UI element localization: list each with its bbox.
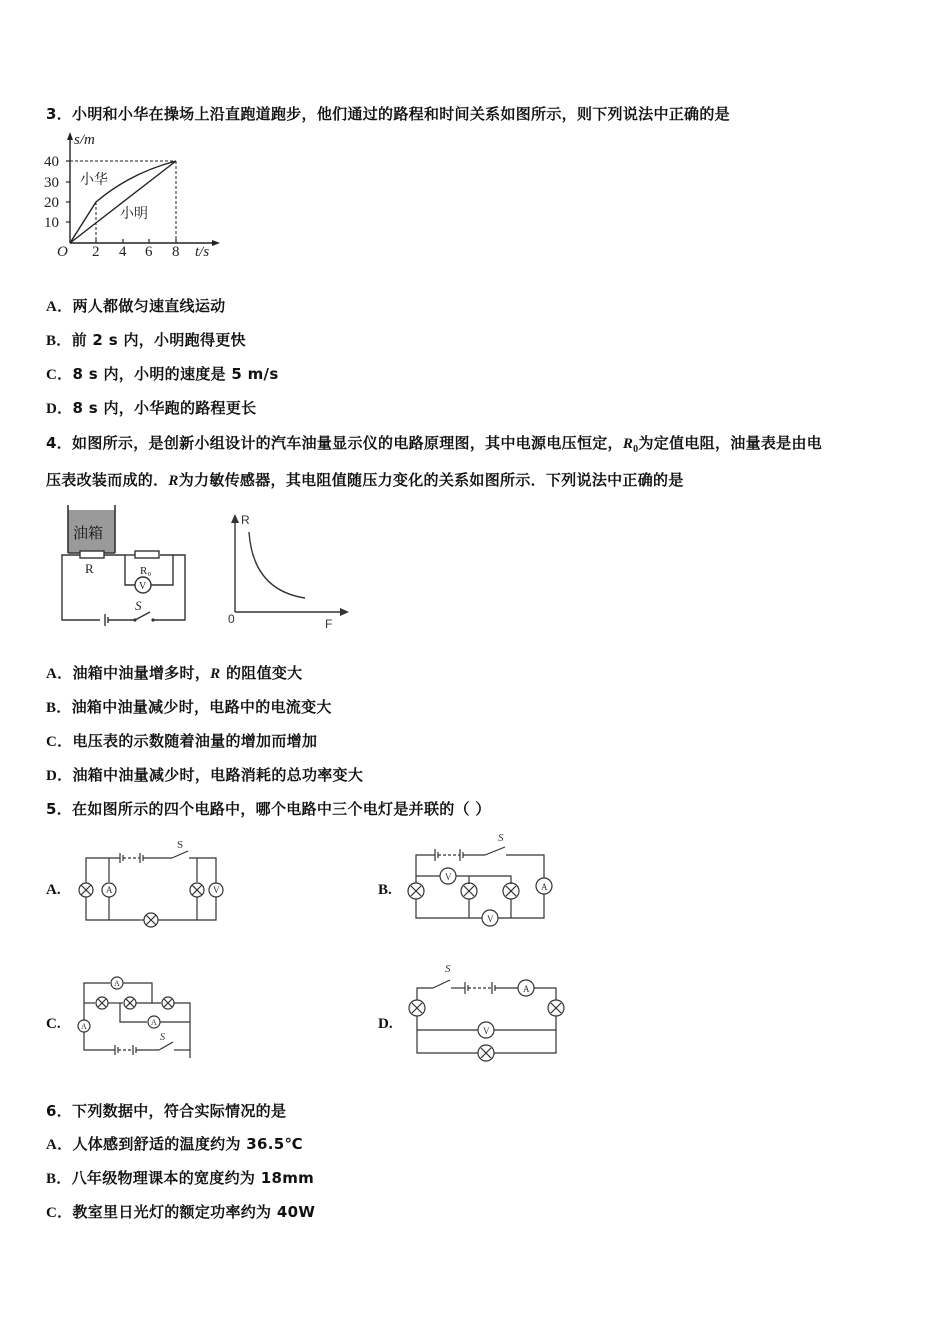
origin-label: O [57,244,68,260]
q6-option-a[interactable]: A．人体感到舒适的温度约为 36.5℃ [46,1135,303,1153]
switch-label: S [445,963,451,975]
voltmeter-label: V [483,1026,490,1036]
q3-option-a[interactable]: A．两人都做匀速直线运动 [46,297,226,315]
q4-option-a[interactable]: A．油箱中油量增多时，R 的阻值变大 [46,664,303,682]
graph-x-label: F [325,617,333,631]
q3-distance-time-chart [40,128,240,268]
r0-label: R₀ [140,565,152,577]
q3-stem: 3．小明和小华在操场上沿直跑道跑步，他们通过的路程和时间关系如图所示，则下列说法中正确的是 [46,105,730,123]
q5-stem: 5．在如图所示的四个电路中，哪个电路中三个电灯是并联的（ ） [46,800,491,818]
ammeter-label: A [114,979,120,988]
q5-circuit-d [405,960,575,1060]
q3-option-c[interactable]: C．8 s 内，小明的速度是 5 m/s [46,365,279,383]
q4-stem-line2: 压表改装而成的．R为力敏传感器，其电阻值随压力变化的关系如图所示．下列说法中正确的是 [46,471,684,489]
q5-option-c-label[interactable]: C. [46,1016,61,1032]
q4-option-c[interactable]: C．电压表的示数随着油量的增加而增加 [46,732,318,750]
q3-option-b[interactable]: B．前 2 s 内，小明跑得更快 [46,331,246,349]
q5-option-d-label[interactable]: D. [378,1016,393,1032]
x-axis-label: t/s [195,244,210,260]
ammeter-label: A [81,1022,87,1031]
y-tick: 20 [44,195,59,211]
y-tick: 30 [44,175,59,191]
x-tick: 2 [92,244,100,260]
q6-option-c[interactable]: C．教室里日光灯的额定功率约为 40W [46,1203,316,1221]
x-tick: 8 [172,244,180,260]
x-tick: 6 [145,244,153,260]
graph-y-label: R [241,513,250,527]
q6-stem: 6．下列数据中，符合实际情况的是 [46,1102,287,1120]
tank-label: 油箱 [73,524,104,542]
q3-option-d[interactable]: D．8 s 内，小华跑的路程更长 [46,399,257,417]
voltmeter-label: V [445,872,452,882]
switch-label: S [498,832,504,844]
series-label-xiaohua: 小华 [80,172,108,188]
switch-label: S [160,1032,165,1043]
r-label: R [85,561,94,576]
graph-origin: 0 [228,612,235,626]
x-tick: 4 [119,244,127,260]
switch-label: S [177,839,184,851]
q4-fuel-gauge-circuit [55,505,200,630]
q5-option-b-label[interactable]: B. [378,882,392,898]
ammeter-label: A [541,882,548,892]
q5-circuit-c [75,970,205,1060]
q6-option-b[interactable]: B．八年级物理课本的宽度约为 18mm [46,1169,315,1187]
q4-option-b[interactable]: B．油箱中油量减少时，电路中的电流变大 [46,698,332,716]
q4-option-d[interactable]: D．油箱中油量减少时，电路消耗的总功率变大 [46,766,364,784]
y-tick: 40 [44,154,59,170]
ammeter-label: A [151,1018,157,1027]
voltmeter-label: V [487,914,494,924]
series-label-xiaoming: 小明 [120,206,148,222]
ammeter-label: A [523,984,530,994]
q5-circuit-a [80,840,230,930]
voltmeter-label: V [139,581,147,592]
y-tick: 10 [44,215,59,231]
y-axis-label: s/m [74,132,95,148]
voltmeter-label: V [213,885,220,895]
q5-option-a-label[interactable]: A. [46,882,61,898]
switch-label: S [135,598,142,613]
q4-resistance-force-graph [225,510,355,630]
q5-circuit-b [405,828,565,933]
q4-stem-line1: 4．如图所示，是创新小组设计的汽车油量显示仪的电路原理图，其中电源电压恒定，$R_0$为定值电阻，油量表是由电 [46,434,823,455]
ammeter-label: A [106,885,113,895]
